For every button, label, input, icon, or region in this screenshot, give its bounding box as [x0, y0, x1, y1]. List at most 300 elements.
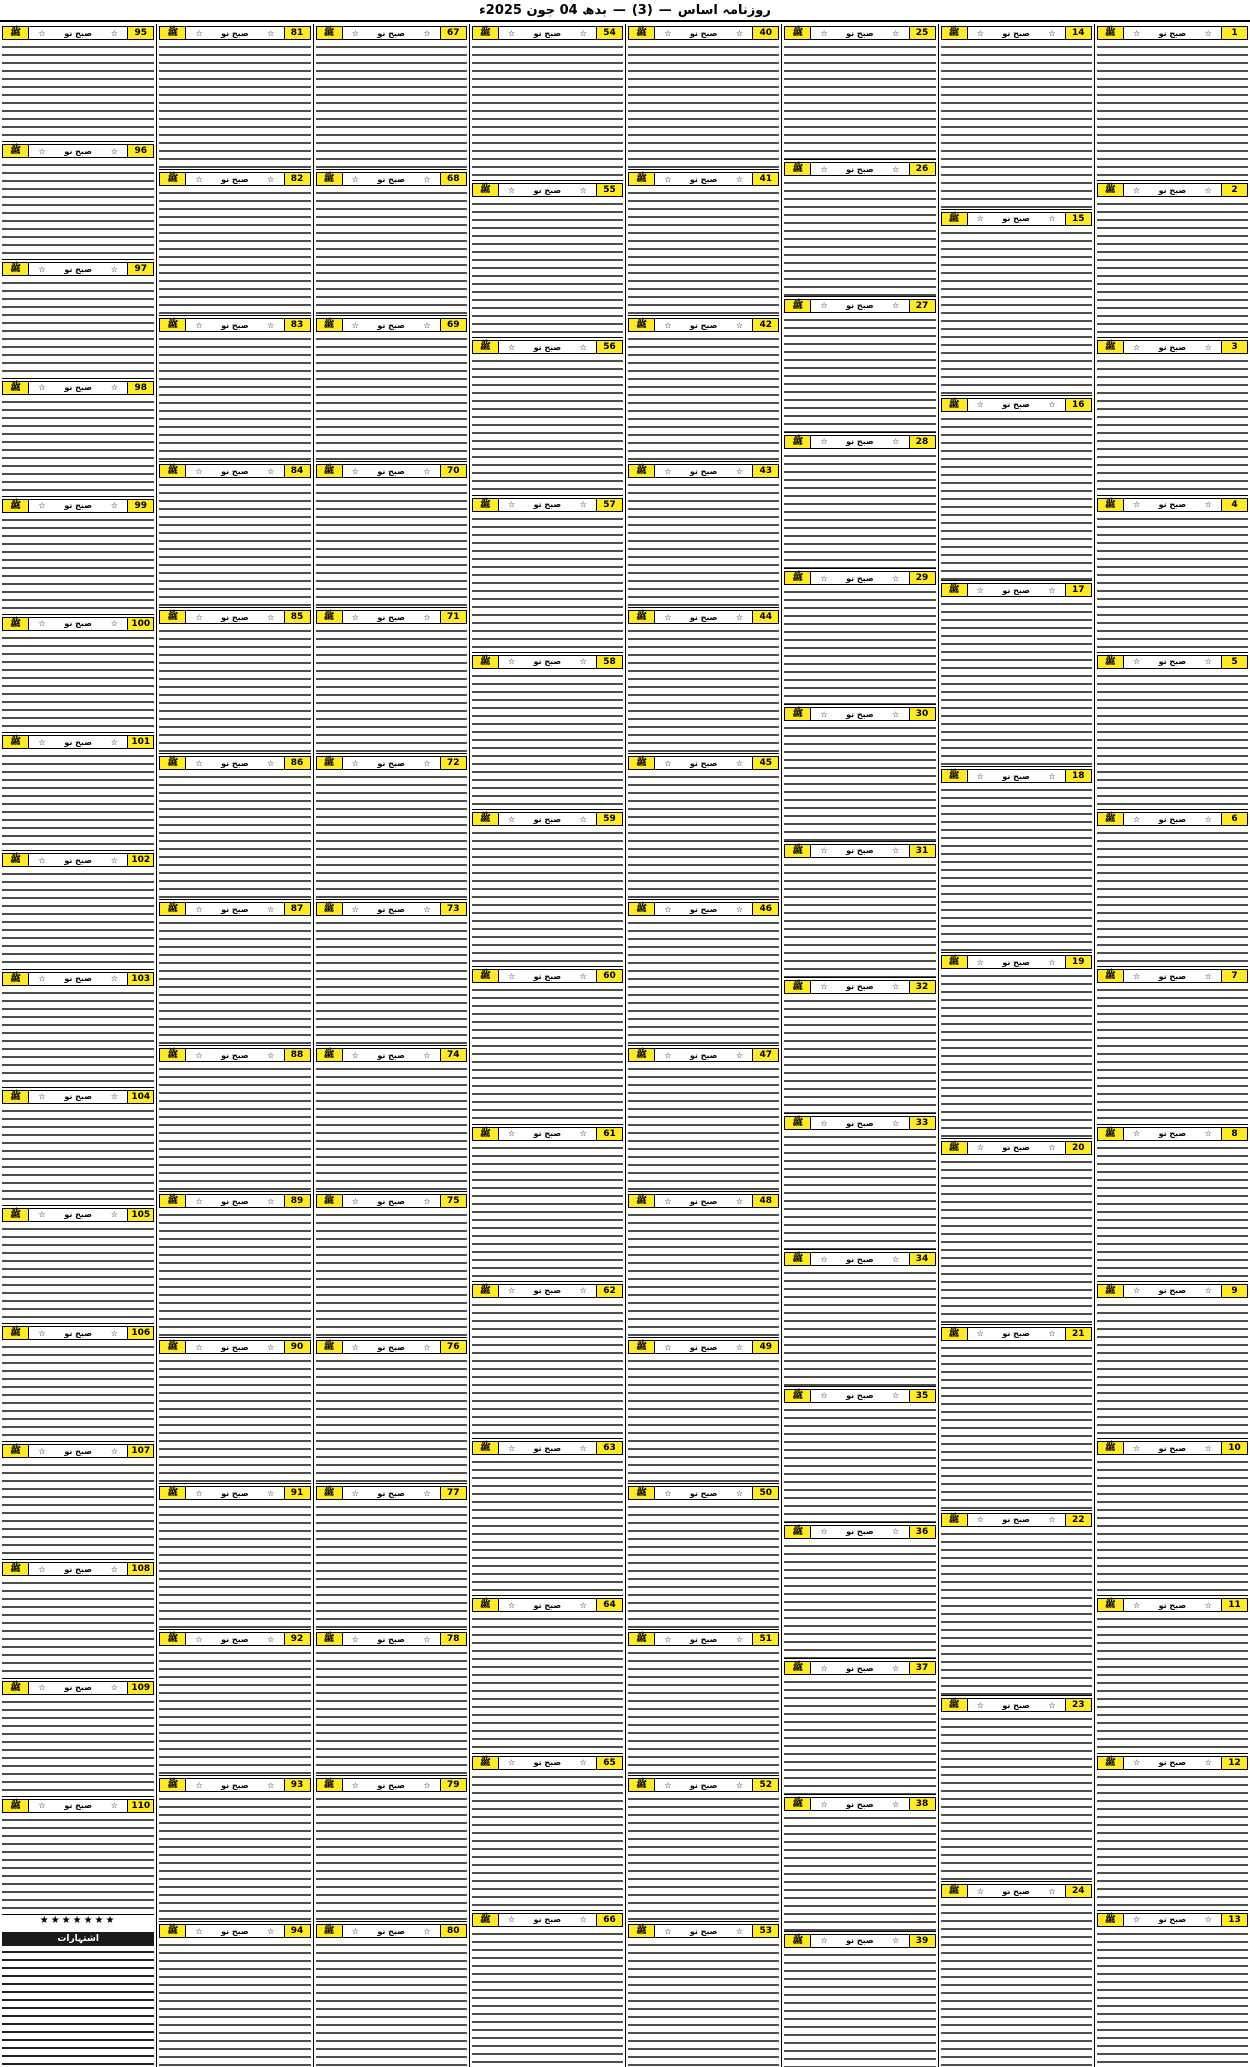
- notice-number-badge: 37: [909, 1662, 935, 1674]
- notice-body-text: [1097, 1300, 1248, 1438]
- notice-body-text: [784, 996, 935, 1113]
- header-mark: ﷺ: [629, 465, 655, 477]
- notice-header-label: [968, 400, 1065, 409]
- star-icon: ☆: [423, 28, 431, 38]
- notice-number-badge: 14: [1065, 27, 1091, 39]
- notice-number-badge: 6: [1221, 813, 1247, 825]
- notice-header: [316, 26, 467, 40]
- header-mark: ﷺ: [3, 973, 29, 985]
- notice-item: [628, 1338, 779, 1484]
- notice-number-badge: 46: [752, 903, 778, 915]
- star-icon: ☆: [1132, 500, 1141, 510]
- notice-number-badge: 72: [440, 757, 466, 769]
- notice-body-text: [159, 1940, 310, 2067]
- notice-item: [2, 851, 154, 969]
- notice-item: [784, 1250, 935, 1386]
- notice-body-text: [472, 514, 623, 652]
- header-mark: ﷺ: [473, 1285, 499, 1297]
- notice-item: [2, 1088, 154, 1206]
- notice-header-label: [968, 1143, 1065, 1152]
- notice-number-badge: 90: [284, 1341, 310, 1353]
- notice-item: [2, 142, 154, 260]
- notice-header-label: [343, 321, 440, 330]
- notice-body-text: [472, 1143, 623, 1281]
- notice-number-badge: 92: [284, 1633, 310, 1645]
- star-icon: ☆: [892, 1118, 900, 1128]
- notice-header-label: [29, 1683, 127, 1692]
- notice-body-text: [159, 1210, 310, 1337]
- notice-body-text: [941, 1157, 1092, 1324]
- notice-header-label: [499, 1286, 596, 1295]
- notice-header: [159, 318, 310, 332]
- header-mark: ﷺ: [473, 1914, 499, 1926]
- star-icon: ☆: [38, 1683, 46, 1693]
- notice-header-label: [499, 186, 596, 195]
- header-mark: ﷺ: [160, 1633, 186, 1645]
- header-label: صبح نو: [1002, 771, 1030, 781]
- header-label: صبح نو: [1002, 585, 1030, 595]
- header-mark: ﷺ: [629, 903, 655, 915]
- notice-number-badge: 98: [127, 382, 153, 394]
- notice-number-badge: 22: [1065, 1514, 1091, 1526]
- header-mark: ﷺ: [785, 845, 811, 857]
- notice-header: [1097, 1284, 1248, 1298]
- notice-item: [316, 1046, 467, 1192]
- header-label: صبح نو: [1002, 1886, 1030, 1896]
- star-icon: ☆: [110, 1564, 118, 1574]
- notice-header: [941, 769, 1092, 783]
- notice-body-text: [628, 772, 779, 899]
- notice-number-badge: 76: [440, 1341, 466, 1353]
- star-icon: ☆: [1048, 585, 1056, 595]
- notice-number-badge: 39: [909, 1935, 935, 1947]
- header-label: صبح نو: [377, 758, 405, 768]
- header-mark: ﷺ: [1098, 27, 1124, 39]
- star-icon: ☆: [1048, 1515, 1056, 1524]
- notice-header-label: [186, 613, 283, 622]
- header-mark: ﷺ: [785, 572, 811, 584]
- star-icon: ☆: [267, 174, 275, 184]
- header-mark: ﷺ: [317, 611, 343, 623]
- notice-number-badge: 32: [909, 981, 935, 993]
- notice-body-text: [1097, 1929, 1248, 2067]
- notice-number-badge: 48: [752, 1195, 778, 1207]
- header-label: صبح نو: [64, 737, 92, 747]
- header-mark: ﷺ: [785, 981, 811, 993]
- notice-header-label: [186, 467, 283, 476]
- star-icon: ☆: [579, 1758, 587, 1768]
- notice-item: [316, 462, 467, 608]
- notice-number-badge: 99: [127, 500, 153, 512]
- notice-item: [159, 1630, 310, 1776]
- star-icon: ☆: [976, 585, 984, 595]
- header-mark: ﷺ: [160, 757, 186, 769]
- notice-number-badge: 101: [127, 736, 153, 748]
- header-label: صبح نو: [533, 1129, 562, 1139]
- notice-header: [2, 262, 154, 276]
- star-icon: ☆: [423, 320, 431, 330]
- masthead-date: بدھ 04 جون 2025ء: [479, 2, 607, 18]
- notice-header-label: [186, 1343, 283, 1352]
- notice-body-text: [628, 1210, 779, 1337]
- star-icon: ☆: [1204, 1443, 1212, 1453]
- notice-body-text: [1097, 1614, 1248, 1752]
- notice-body-text: [784, 451, 935, 568]
- header-label: صبح نو: [1158, 185, 1187, 195]
- star-icon: ☆: [267, 904, 275, 914]
- notice-header: [628, 610, 779, 624]
- notice-header-label: [811, 165, 908, 174]
- header-label: صبح نو: [1002, 1329, 1030, 1339]
- notice-header-label: [343, 613, 440, 622]
- header-mark: ﷺ: [317, 173, 343, 185]
- header-label: صبح نو: [221, 1926, 249, 1936]
- star-icon: ☆: [1204, 185, 1212, 195]
- star-icon: ☆: [110, 1092, 118, 1102]
- header-label: صبح نو: [1158, 1600, 1187, 1610]
- notice-body-text: [1097, 1457, 1248, 1595]
- star-icon: ☆: [351, 758, 359, 768]
- notice-header: [2, 1208, 154, 1222]
- notice-item: [1097, 1439, 1248, 1596]
- header-label: صبح نو: [846, 1527, 874, 1537]
- header-label: صبح نو: [846, 982, 874, 992]
- notice-number-badge: 19: [1065, 956, 1091, 968]
- notice-number-badge: 17: [1065, 584, 1091, 596]
- header-mark: ﷺ: [317, 1195, 343, 1207]
- notice-item: [472, 967, 623, 1124]
- notice-item: [784, 1932, 935, 2067]
- notice-body-text: [941, 1714, 1092, 1881]
- notice-body-text: [472, 671, 623, 809]
- header-mark: ﷺ: [317, 27, 343, 39]
- notice-header: [316, 1632, 467, 1646]
- notice-body-text: [2, 1106, 154, 1205]
- notice-number-badge: 43: [752, 465, 778, 477]
- header-mark: ﷺ: [785, 1526, 811, 1538]
- star-icon: ☆: [579, 342, 587, 352]
- star-icon: ☆: [195, 1780, 203, 1790]
- notice-item: [1097, 496, 1248, 653]
- header-label: صبح نو: [64, 974, 92, 983]
- star-icon: ☆: [1204, 814, 1212, 824]
- notice-body-text: [1097, 42, 1248, 180]
- header-label: صبح نو: [689, 28, 718, 38]
- header-mark: ﷺ: [1098, 341, 1124, 353]
- notice-header: [1097, 26, 1248, 40]
- star-icon: ☆: [507, 1915, 516, 1925]
- notice-item: [2, 1797, 154, 1915]
- notice-header-label: [1124, 815, 1221, 824]
- notice-header: [784, 980, 935, 994]
- notice-column: [781, 24, 937, 2067]
- notice-item: [159, 24, 310, 170]
- star-icon: ☆: [735, 1926, 744, 1936]
- notice-header-label: [811, 1936, 908, 1945]
- header-label: صبح نو: [377, 1488, 405, 1498]
- notice-number-badge: 49: [752, 1341, 778, 1353]
- notice-header-label: [655, 29, 752, 38]
- header-label: صبح نو: [533, 1758, 562, 1768]
- notice-body-text: [2, 160, 154, 259]
- notice-column: [469, 24, 625, 2067]
- star-icon: ☆: [1132, 1600, 1141, 1610]
- notice-header: [784, 299, 935, 313]
- notice-number-badge: 23: [1065, 1699, 1091, 1711]
- header-label: صبح نو: [846, 164, 874, 174]
- notice-header-label: [968, 772, 1065, 781]
- notice-header-label: [343, 1635, 440, 1644]
- masthead-separator: —: [612, 2, 626, 18]
- notice-body-text: [159, 480, 310, 607]
- notice-header: [1097, 1598, 1248, 1612]
- star-icon: ☆: [351, 1780, 359, 1790]
- notice-item: [472, 653, 623, 810]
- notice-header-label: [29, 1329, 127, 1338]
- star-icon: ☆: [110, 146, 118, 156]
- notice-header: [2, 972, 154, 986]
- star-icon: ☆: [267, 320, 275, 330]
- notice-number-badge: 15: [1065, 213, 1091, 225]
- header-mark: ﷺ: [3, 382, 29, 394]
- notice-number-badge: 104: [127, 1091, 153, 1103]
- star-icon: ☆: [195, 1050, 203, 1060]
- notice-column: [0, 24, 156, 2067]
- header-label: صبح نو: [221, 1342, 249, 1352]
- notice-number-badge: 8: [1221, 1128, 1247, 1140]
- notice-header: [159, 464, 310, 478]
- notice-body-text: [784, 1677, 935, 1794]
- notice-body-text: [316, 334, 467, 461]
- header-mark: ﷺ: [629, 1341, 655, 1353]
- notice-header: [941, 1327, 1092, 1341]
- star-icon: ☆: [1204, 971, 1212, 981]
- notice-item: [628, 754, 779, 900]
- notice-header-label: [186, 175, 283, 184]
- notice-header-label: [1124, 29, 1221, 38]
- star-icon: ☆: [1048, 400, 1056, 410]
- notice-number-badge: 9: [1221, 1285, 1247, 1297]
- notice-body-text: [316, 1648, 467, 1775]
- notice-item: [784, 978, 935, 1114]
- notice-header: [1097, 1756, 1248, 1770]
- star-icon: ☆: [579, 185, 587, 195]
- notice-body-text: [2, 751, 154, 850]
- notice-body-text: [941, 1529, 1092, 1696]
- star-icon: ☆: [267, 1780, 275, 1790]
- header-label: صبح نو: [221, 174, 249, 184]
- notice-header: [472, 812, 623, 826]
- star-icon: ☆: [579, 28, 587, 38]
- notice-header-label: [186, 29, 283, 38]
- header-mark: ﷺ: [3, 1209, 29, 1221]
- star-icon: ☆: [820, 1254, 828, 1264]
- notice-item: [472, 1282, 623, 1439]
- star-icon: ☆: [38, 1328, 46, 1338]
- star-icon: ☆: [1048, 1143, 1056, 1153]
- header-mark: ﷺ: [3, 263, 29, 275]
- star-icon: ☆: [735, 1342, 744, 1352]
- notice-header-label: [186, 1635, 283, 1644]
- notice-header-label: [1124, 1601, 1221, 1610]
- notice-item: [2, 260, 154, 378]
- notice-body-text: [472, 1457, 623, 1595]
- footer-stars: ★★★★★★★: [39, 1915, 117, 1926]
- header-label: صبح نو: [64, 1092, 92, 1102]
- notice-item: [628, 170, 779, 316]
- notice-item: [628, 1630, 779, 1776]
- star-icon: ☆: [664, 174, 672, 184]
- header-mark: ﷺ: [473, 1757, 499, 1769]
- star-icon: ☆: [820, 301, 828, 311]
- star-icon: ☆: [664, 1050, 672, 1060]
- notice-number-badge: 73: [440, 903, 466, 915]
- star-icon: ☆: [892, 164, 900, 174]
- notice-header: [316, 1340, 467, 1354]
- notice-item: [784, 1387, 935, 1523]
- notice-item: [316, 1192, 467, 1338]
- star-icon: ☆: [267, 466, 275, 476]
- star-icon: ☆: [892, 573, 900, 583]
- notice-item: [941, 1511, 1092, 1697]
- notice-body-text: [316, 1940, 467, 2067]
- notice-body-text: [472, 985, 623, 1123]
- notice-body-text: [628, 1648, 779, 1775]
- notice-header: [628, 1486, 779, 1500]
- star-icon: ☆: [1204, 1286, 1212, 1296]
- star-icon: ☆: [820, 1527, 828, 1537]
- notice-header-label: [29, 1092, 127, 1101]
- star-icon: ☆: [423, 758, 431, 768]
- header-mark: ﷺ: [317, 757, 343, 769]
- star-icon: ☆: [195, 904, 203, 914]
- notice-number-badge: 74: [440, 1049, 466, 1061]
- notice-item: [159, 1776, 310, 1922]
- notice-header: [316, 172, 467, 186]
- header-mark: ﷺ: [942, 1699, 968, 1711]
- star-icon: ☆: [820, 709, 828, 719]
- star-icon: ☆: [820, 1118, 828, 1128]
- notice-header-label: [1124, 1129, 1221, 1138]
- star-icon: ☆: [892, 28, 900, 38]
- notice-header-label: [29, 1210, 127, 1219]
- notice-header-label: [655, 759, 752, 768]
- header-mark: ﷺ: [160, 611, 186, 623]
- star-icon: ☆: [351, 28, 359, 38]
- notice-header-label: [811, 29, 908, 38]
- notice-header: [941, 1141, 1092, 1155]
- star-icon: ☆: [735, 320, 744, 330]
- notice-item: [2, 733, 154, 851]
- notice-item: [316, 24, 467, 170]
- star-icon: ☆: [267, 758, 275, 768]
- notice-body-text: [941, 599, 1092, 766]
- notice-number-badge: 83: [284, 319, 310, 331]
- header-mark: ﷺ: [317, 1049, 343, 1061]
- notice-body-text: [784, 178, 935, 295]
- notice-item: [784, 24, 935, 160]
- notice-header: [784, 162, 935, 176]
- footer-text-block: [2, 1947, 154, 2067]
- star-icon: ☆: [820, 573, 828, 583]
- notice-body-text: [784, 1541, 935, 1658]
- star-icon: ☆: [110, 974, 118, 983]
- star-icon: ☆: [664, 320, 672, 330]
- header-label: صبح نو: [846, 1663, 874, 1673]
- star-icon: ☆: [735, 466, 744, 476]
- header-label: صبح نو: [377, 1634, 405, 1644]
- notice-header: [316, 1486, 467, 1500]
- notice-header: [159, 1778, 310, 1792]
- header-mark: ﷺ: [473, 1442, 499, 1454]
- notice-number-badge: 97: [127, 263, 153, 275]
- header-label: صبح نو: [377, 904, 405, 914]
- header-label: صبح نو: [377, 1050, 405, 1060]
- notice-item: [941, 1882, 1092, 2067]
- notice-header-label: [29, 974, 127, 983]
- notice-body-text: [316, 188, 467, 315]
- notice-number-badge: 79: [440, 1779, 466, 1791]
- notice-number-badge: 67: [440, 27, 466, 39]
- star-icon: ☆: [892, 846, 900, 856]
- notice-header: [2, 1562, 154, 1576]
- notice-item: [316, 1922, 467, 2067]
- header-label: صبح نو: [533, 1915, 562, 1925]
- notice-header-label: [655, 467, 752, 476]
- notice-number-badge: 3: [1221, 341, 1247, 353]
- notice-number-badge: 31: [909, 845, 935, 857]
- header-label: صبح نو: [377, 1342, 405, 1352]
- star-icon: ☆: [1132, 657, 1141, 667]
- star-icon: ☆: [423, 1780, 431, 1790]
- header-label: صبح نو: [846, 846, 874, 856]
- notice-header-label: [29, 1801, 127, 1810]
- header-mark: ﷺ: [629, 319, 655, 331]
- notice-header-label: [186, 1051, 283, 1060]
- header-mark: ﷺ: [317, 1779, 343, 1791]
- header-label: صبح نو: [689, 1488, 718, 1498]
- star-icon: ☆: [267, 1196, 275, 1206]
- star-icon: ☆: [1204, 1600, 1212, 1610]
- header-mark: ﷺ: [785, 163, 811, 175]
- header-mark: ﷺ: [1098, 656, 1124, 668]
- star-icon: ☆: [267, 1926, 275, 1936]
- notice-number-badge: 65: [596, 1757, 622, 1769]
- notice-number-badge: 80: [440, 1925, 466, 1937]
- header-label: صبح نو: [221, 466, 249, 476]
- notice-body-text: [159, 1794, 310, 1921]
- notice-column: [313, 24, 469, 2067]
- header-mark: ﷺ: [3, 618, 29, 630]
- notice-body-text: [472, 1614, 623, 1752]
- star-icon: ☆: [110, 501, 118, 511]
- notice-header: [472, 1756, 623, 1770]
- star-icon: ☆: [579, 1915, 587, 1925]
- header-mark: ﷺ: [785, 300, 811, 312]
- notice-number-badge: 36: [909, 1526, 935, 1538]
- star-icon: ☆: [892, 1391, 900, 1401]
- notice-item: [316, 1484, 467, 1630]
- notice-body-text: [628, 188, 779, 315]
- notice-item: [1097, 338, 1248, 495]
- star-icon: ☆: [976, 957, 984, 967]
- notice-item: [2, 1324, 154, 1442]
- header-mark: ﷺ: [160, 27, 186, 39]
- notice-header-label: [811, 710, 908, 719]
- notice-header-label: [343, 1197, 440, 1206]
- notice-item: [784, 1795, 935, 1931]
- notice-body-text: [941, 42, 1092, 209]
